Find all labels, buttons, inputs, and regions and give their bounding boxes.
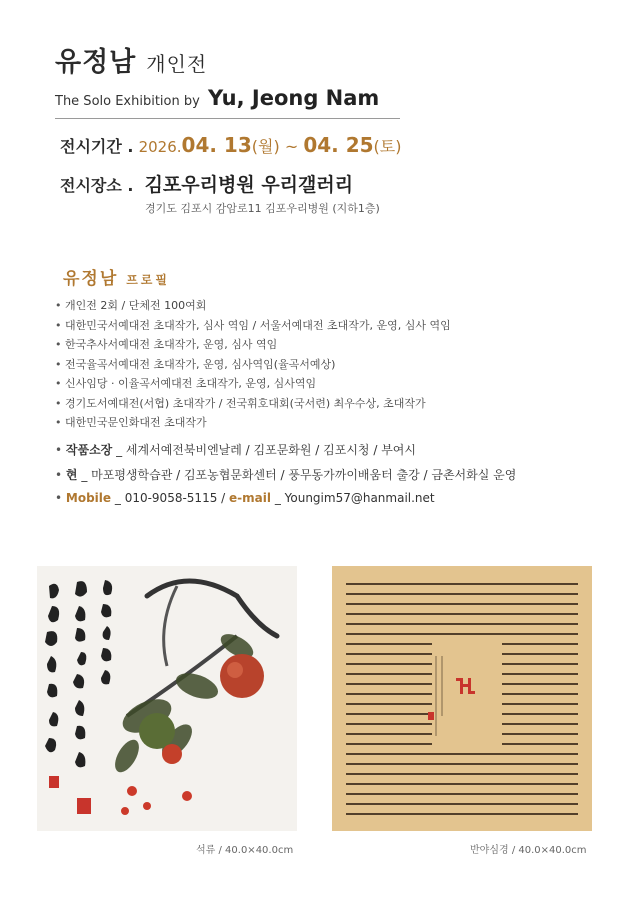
- period-separator: ~: [284, 137, 299, 156]
- title-suffix: 개인전: [146, 52, 208, 76]
- profile-heading-name: 유정남: [63, 269, 119, 289]
- period-year: 2026.: [138, 138, 182, 156]
- period-start: 04. 13: [181, 133, 252, 157]
- email-value: _ Youngim57@hanmail.net: [274, 491, 435, 505]
- period-label: 전시기간 .: [60, 137, 134, 156]
- heart-sutra-artwork: [332, 566, 592, 831]
- email-label: e-mail: [229, 491, 271, 505]
- current-value: _ 마포평생학습관 / 김포농협문화센터 / 풍무동가까이배움터 출강 / 금촌서화실 운영: [81, 468, 517, 482]
- profile-heading-word: 프로필: [126, 273, 170, 287]
- profile-list: [55, 296, 451, 433]
- exhibition-period: [60, 133, 402, 157]
- list-item: • 경기도서예대전(서협) 초대작가 / 전국휘호대회(국서련) 최우수상, 초대작가: [55, 394, 451, 414]
- collection-label: 작품소장: [65, 443, 113, 457]
- list-item: • 신사임당 · 이율곡서예대전 초대작가, 운영, 심사역임: [55, 374, 451, 394]
- period-start-day: (월): [251, 137, 280, 156]
- current-label: 현: [65, 468, 78, 482]
- painting-pomegranate: [37, 566, 297, 831]
- mobile-label: Mobile: [65, 491, 112, 505]
- title-divider: [55, 118, 400, 119]
- painting-heart-sutra: [332, 566, 592, 831]
- contact-slash: /: [221, 491, 226, 505]
- artist-name-korean: 유정남: [55, 47, 137, 78]
- place-label: 전시장소 .: [60, 176, 134, 195]
- list-item: • 한국추사서예대전 초대작가, 운영, 심사 역임: [55, 335, 451, 355]
- subtitle-prefix: The Solo Exhibition by: [55, 94, 200, 109]
- mobile-value: _ 010-9058-5115: [114, 491, 218, 505]
- collection-row: [55, 441, 416, 458]
- artist-name-english: Yu, Jeong Nam: [207, 86, 380, 110]
- painting-caption: 반야심경 / 40.0×40.0cm: [470, 845, 587, 856]
- venue-address: 경기도 김포시 감암로11 김포우리병원 (지하1층): [145, 202, 380, 215]
- list-item: • 전국율곡서예대전 초대작가, 운영, 심사역임(율곡서예상): [55, 355, 451, 375]
- painting-caption: 석류 / 40.0×40.0cm: [196, 845, 294, 856]
- collection-value: _ 세계서예전북비엔날레 / 김포문화원 / 김포시청 / 부여시: [116, 443, 416, 457]
- list-item: • 대한민국서예대전 초대작가, 심사 역임 / 서울서예대전 초대작가, 운영, 심사 역임: [55, 316, 451, 336]
- exhibition-place: [60, 170, 353, 197]
- list-item: • 개인전 2회 / 단체전 100여회: [55, 296, 451, 316]
- list-item: • 대한민국문인화대전 초대작가: [55, 413, 451, 433]
- exhibition-title: [55, 40, 207, 79]
- period-end: 04. 25: [303, 133, 374, 157]
- period-end-day: (토): [373, 137, 402, 156]
- pomegranate-artwork: [37, 566, 297, 831]
- profile-heading: [63, 264, 170, 289]
- current-row: [55, 466, 516, 483]
- venue-name: 김포우리병원 우리갤러리: [144, 174, 354, 196]
- exhibition-subtitle: [55, 86, 379, 110]
- contact-row: [55, 491, 435, 505]
